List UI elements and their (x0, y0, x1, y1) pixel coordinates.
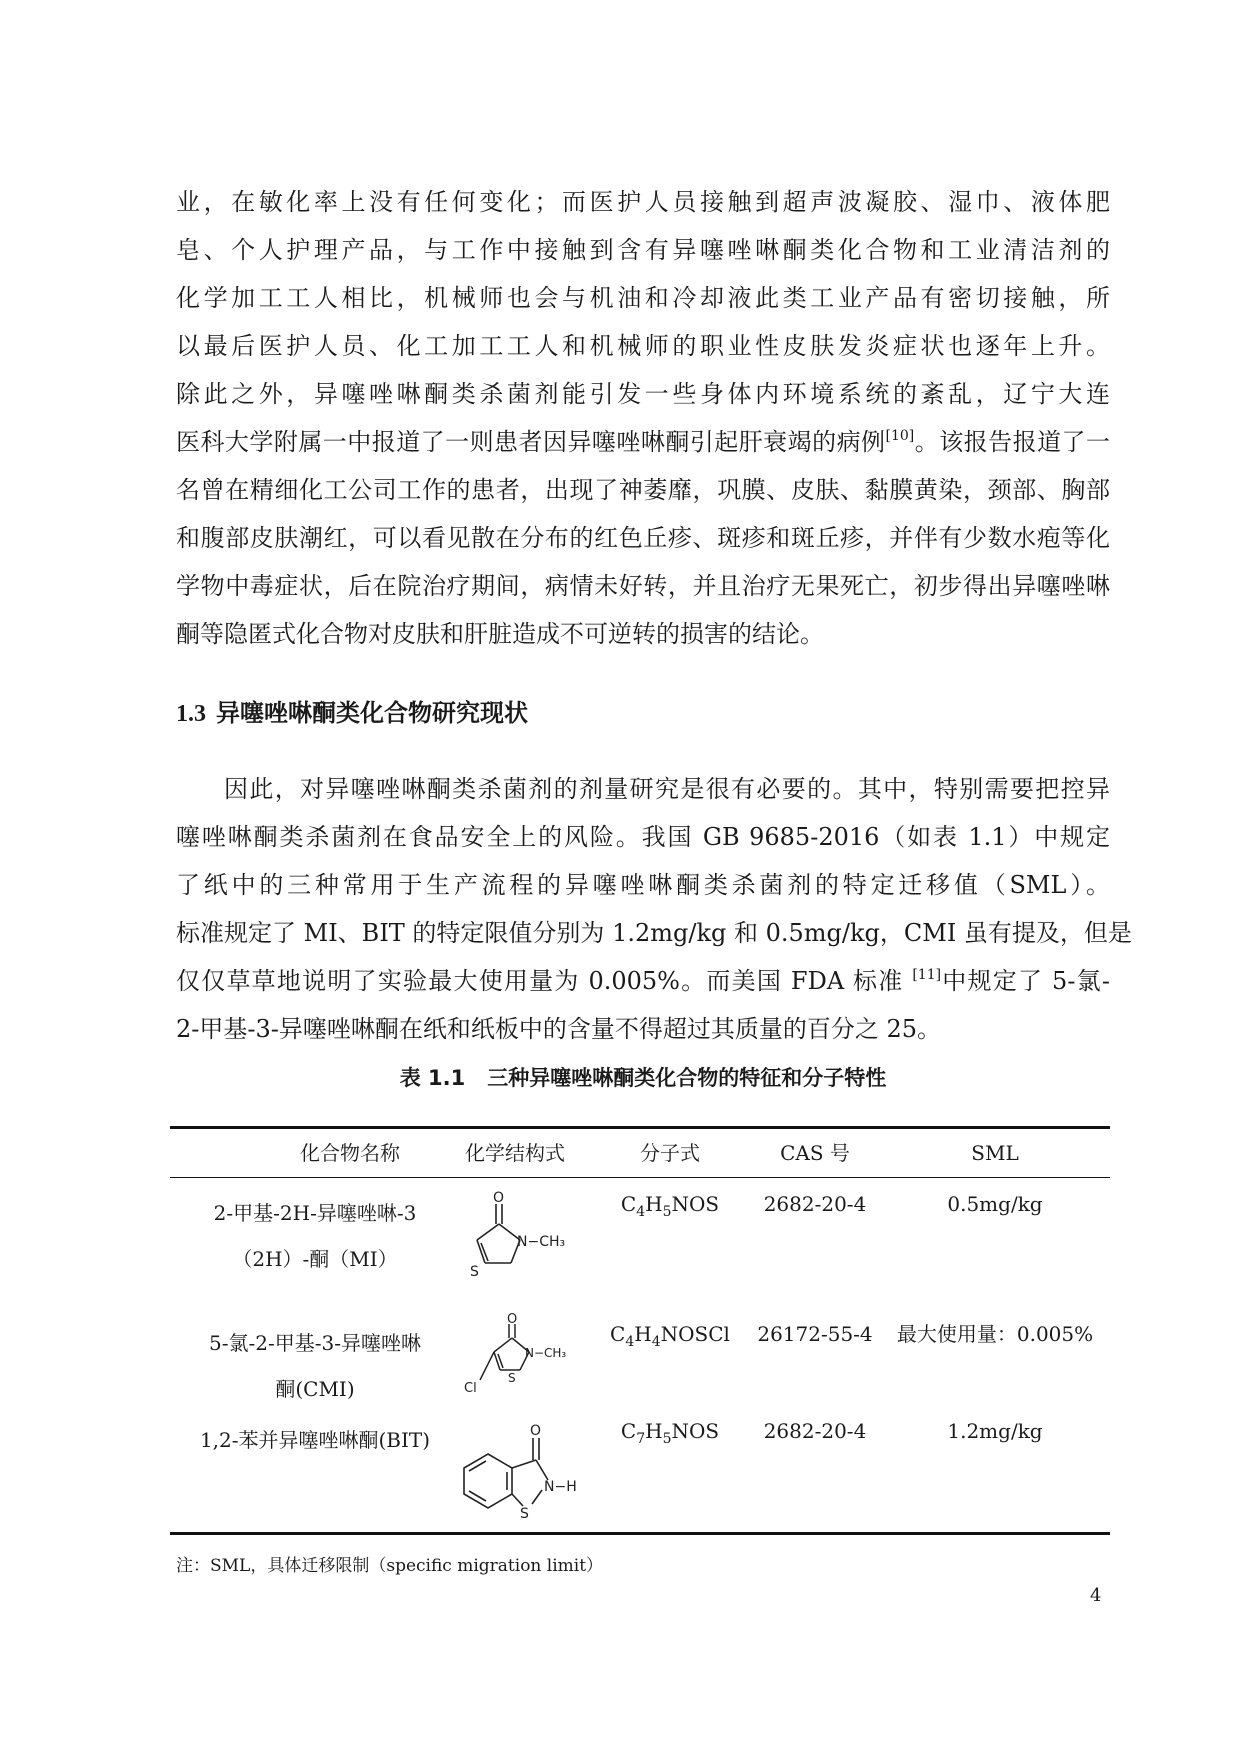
section-heading (176, 693, 528, 728)
mi-o-label: O (493, 1190, 505, 1206)
p2-line-3: 了纸中的三种常用于生产流程的异噻唑啉酮类杀菌剂的特定迁移值（SML）。 (176, 871, 1110, 899)
row-2-name (180, 1320, 450, 1412)
paragraph-2 (176, 765, 1132, 1053)
section-title: 异噻唑啉酮类化合物研究现状 (216, 699, 528, 727)
p2-line-5-text-a: 仅仅草草地说明了实验最大使用量为 0.005%。而美国 FDA 标准 (176, 967, 913, 995)
header-cas: CAS 号 (780, 1141, 850, 1165)
mi-ring (477, 1204, 520, 1263)
row-3-cas: 2682-20-4 (763, 1419, 867, 1443)
bit-structure (452, 1418, 602, 1518)
cmi-structure (452, 1312, 582, 1402)
reference-10: [10] (885, 428, 915, 444)
row-1-sml: 0.5mg/kg (947, 1192, 1043, 1216)
p2-line-5-text-b: 中规定了 5-氯- (941, 967, 1110, 995)
row-1-cas: 2682-20-4 (763, 1192, 867, 1216)
p1-line-10: 酮等隐匿式化合物对皮肤和肝脏造成不可逆转的损害的结论。 (176, 620, 824, 648)
header-compound-name: 化合物名称 (300, 1141, 400, 1165)
row-1-formula: $C_4H_5NOS$ (620, 1192, 720, 1220)
p1-line-2: 皂、个人护理产品，与工作中接触到含有异噻唑啉酮类化合物和工业清洁剂的 (176, 236, 1110, 264)
p2-line-2: 噻唑啉酮类杀菌剂在食品安全上的风险。我国 GB 9685-2016（如表 1.1）中规定 (176, 823, 1110, 851)
row-1-name-line-1: 2-甲基-2H-异噻唑啉-3 (213, 1201, 417, 1225)
bit-nh-label: N−H (544, 1479, 577, 1495)
page-number: 4 (1090, 1585, 1102, 1606)
row-3-name-line-1: 1,2-苯并异噻唑啉酮(BIT) (199, 1428, 431, 1452)
cmi-ring (480, 1324, 529, 1380)
p1-line-6-text-b: 。该报告报道了一 (914, 428, 1111, 456)
p1-line-7: 名曾在精细化工公司工作的患者，出现了神萎靡，巩膜、皮肤、黏膜黄染，颈部、胸部 (176, 476, 1110, 504)
table-caption-number: 表 1.1 (399, 1066, 466, 1090)
cmi-nch3-label: N−CH₃ (525, 1346, 567, 1360)
header-formula: 分子式 (640, 1141, 700, 1165)
table-note: 注：SML，具体迁移限制（specific migration limit） (176, 1556, 604, 1576)
row-2-sml: 最大使用量：0.005% (896, 1322, 1094, 1346)
p1-line-9: 学物中毒症状，后在院治疗期间，病情未好转，并且治疗无果死亡，初步得出异噻唑啉 (176, 572, 1110, 600)
mi-structure (455, 1188, 585, 1278)
p1-line-3: 化学加工工人相比，机械师也会与机油和冷却液此类工业产品有密切接触，所 (176, 284, 1110, 312)
p2-line-4: 标准规定了 MI、BIT 的特定限值分别为 1.2mg/kg 和 0.5mg/kg，CMI 虽有提及，但是 (176, 919, 1132, 947)
row-2-name-line-2: 酮(CMI) (275, 1377, 355, 1401)
bit-s-label: S (520, 1506, 529, 1518)
row-2-cas: 26172-55-4 (757, 1322, 873, 1346)
bit-rings (464, 1438, 548, 1508)
paragraph-1 (176, 178, 1110, 658)
row-3-sml: 1.2mg/kg (947, 1419, 1043, 1443)
p1-line-4: 以最后医护人员、化工加工工人和机械师的职业性皮肤发炎症状也逐年上升。 (176, 332, 1110, 360)
header-sml: SML (971, 1141, 1019, 1165)
table-bottom-rule (170, 1532, 1110, 1535)
row-2-formula: $C_4H_4NOSCl$ (610, 1322, 730, 1350)
p1-line-6-text-a: 医科大学附属一中报道了一则患者因异噻唑啉酮引起肝衰竭的病例 (176, 428, 886, 456)
bit-o-label: O (530, 1423, 542, 1439)
row-3-name (180, 1417, 450, 1463)
table-caption (176, 1062, 1110, 1092)
mi-nch3-label: N−CH₃ (517, 1234, 566, 1250)
p1-line-6 (176, 418, 1110, 466)
reference-11: [11] (912, 967, 942, 983)
p2-line-6: 2-甲基-3-异噻唑啉酮在纸和纸板中的含量不得超过其质量的百分之 25。 (176, 1015, 942, 1043)
cmi-s-label: S (508, 1371, 516, 1385)
table-header-rule (170, 1177, 1110, 1178)
cmi-cl-label: Cl (464, 1381, 477, 1396)
table-top-rule (170, 1126, 1110, 1129)
p2-line-1: 因此，对异噻唑啉酮类杀菌剂的剂量研究是很有必要的。其中，特别需要把控异 (224, 775, 1110, 803)
p1-line-1: 业，在敏化率上没有任何变化；而医护人员接触到超声波凝胶、湿巾、液体肥 (176, 188, 1110, 216)
row-3-formula: $C_7H_5NOS$ (620, 1419, 720, 1447)
p2-line-5 (176, 957, 1110, 1005)
p1-line-8: 和腹部皮肤潮红，可以看见散在分布的红色丘疹、斑疹和斑丘疹，并伴有少数水疱等化 (176, 524, 1110, 552)
cmi-o-label: O (507, 1312, 518, 1327)
row-2-name-line-1: 5-氯-2-甲基-3-异噻唑啉 (209, 1331, 421, 1355)
row-1-name-line-2: （2H）-酮（MI） (232, 1247, 398, 1271)
section-number: 1.3 (176, 701, 206, 727)
mi-s-label: S (470, 1264, 479, 1278)
row-1-name (180, 1190, 450, 1282)
header-structure: 化学结构式 (465, 1141, 565, 1165)
table-caption-text: 三种异噻唑啉酮类化合物的特征和分子特性 (487, 1066, 887, 1090)
p1-line-5: 除此之外，异噻唑啉酮类杀菌剂能引发一些身体内环境系统的紊乱，辽宁大连 (176, 380, 1110, 408)
